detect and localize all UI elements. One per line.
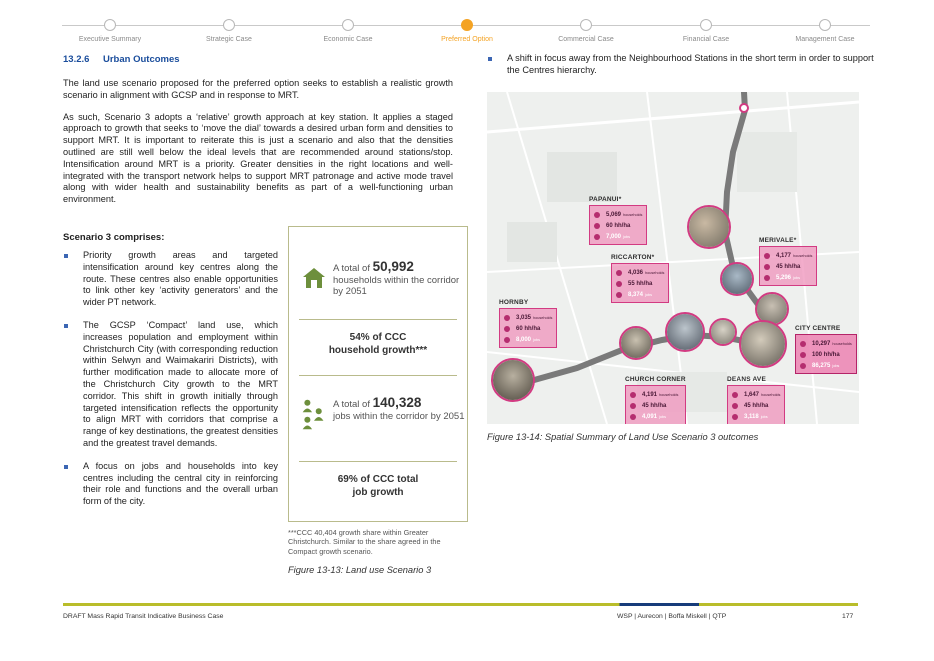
jobs-suffix: jobs within the corridor by 2051 [333, 410, 465, 422]
jobs-prefix: A total of [333, 399, 370, 410]
density-stat: 60 hh/ha [594, 220, 642, 231]
density-icon [616, 281, 622, 287]
house-icon [594, 212, 600, 218]
nav-step-preferred-option[interactable] [402, 18, 532, 43]
spatial-summary-map [487, 92, 859, 424]
stop-name: PAPANUI* [589, 196, 622, 203]
households-stat [289, 261, 467, 298]
papanui-photo [687, 205, 731, 249]
stop-name: RICCARTON* [611, 254, 655, 261]
nav-dot [223, 19, 235, 31]
stop-city-centre[interactable] [795, 325, 857, 374]
nav-dot [342, 19, 354, 31]
people-icon [594, 234, 600, 240]
stop-stats [795, 334, 857, 374]
merivale-photo [720, 262, 754, 296]
density-icon [800, 352, 806, 358]
households-share [289, 331, 467, 357]
density-stat: 45 hh/ha [764, 261, 812, 272]
nav-dot-active [461, 19, 473, 31]
people-icon [800, 363, 806, 369]
jobs-pct: 69% of CCC total [337, 474, 419, 485]
footer-rule [63, 603, 858, 606]
nav-label: Commercial Case [558, 36, 614, 43]
nav-label: Financial Case [682, 36, 730, 43]
nav-label: Management Case [795, 36, 855, 43]
people-icon [732, 414, 738, 420]
people-icon [504, 337, 510, 343]
house-icon [630, 392, 636, 398]
nav-step-executive-summary[interactable] [45, 18, 175, 43]
stop-deans-ave[interactable] [727, 376, 785, 424]
house-icon [732, 392, 738, 398]
hornby-photo [491, 358, 535, 402]
footer-authors: WSP | Aurecon | Boffa Miskell | QTP [617, 613, 727, 620]
right-bullet-item [487, 53, 877, 77]
nav-dot [104, 19, 116, 31]
bullet-item [63, 461, 278, 508]
stop-stats [759, 246, 817, 286]
people-icon [630, 414, 636, 420]
density-stat: 100 hh/ha [800, 349, 852, 360]
density-stat: 45 hh/ha [732, 400, 780, 411]
stop-stats [625, 385, 686, 424]
divider [299, 319, 457, 320]
figure-caption-13-13: Figure 13-13: Land use Scenario 3 [288, 565, 432, 575]
stop-riccarton[interactable] [611, 254, 669, 303]
stop-church-corner[interactable] [625, 376, 686, 424]
stop-name: CITY CENTRE [795, 325, 841, 332]
households-pct: 54% of CCC [349, 332, 407, 343]
jobs-share [289, 473, 467, 499]
bullet-marker [64, 254, 68, 258]
jobs-stat: 8,374 jobs [616, 289, 664, 300]
nav-dot [700, 19, 712, 31]
households-value: 50,992 [372, 259, 414, 274]
households-stat: 1,647 households [732, 389, 780, 400]
jobs-pct-suffix: job growth [352, 487, 404, 498]
infographic-note: ***CCC 40,404 growth share within Greater Christchurch. Similar to the share agreed in the Compact growth scenario. [288, 528, 441, 556]
house-icon [504, 315, 510, 321]
bullet-text: The GCSP ‘Compact’ land use, which increases population and employment within Christchurch City (with corresponding reduction within Selwyn and Waimakariri Districts), with further modification made to allocate more of the Christchurch City growth to the MRT corridor. This shift in growth initially through targeted intensification reflects the opportunity to align MRT with corridors that comprise a range of key destinations, the greatest densities and the greatest travel demands. [83, 319, 278, 448]
bullet-marker [488, 57, 492, 61]
density-icon [630, 403, 636, 409]
density-icon [732, 403, 738, 409]
stop-merivale[interactable] [759, 237, 817, 286]
households-suffix: households within the corridor by 2051 [333, 274, 460, 297]
households-stat: 5,069 households [594, 209, 642, 220]
bullet-marker [64, 465, 68, 469]
stop-hornby[interactable] [499, 299, 557, 348]
households-stat: 4,191 households [630, 389, 681, 400]
church-corner-photo [619, 326, 653, 360]
jobs-value: 140,328 [372, 395, 422, 410]
nav-step-financial-case[interactable] [641, 18, 771, 43]
nav-step-economic-case[interactable] [283, 18, 413, 43]
stop-name: MERIVALE* [759, 237, 797, 244]
households-stat: 10,297 households [800, 338, 852, 349]
house-icon [301, 265, 327, 291]
nav-step-management-case[interactable] [760, 18, 890, 43]
footer-document-title: DRAFT Mass Rapid Transit Indicative Business Case [63, 613, 224, 620]
households-prefix: A total of [333, 263, 370, 274]
nav-step-commercial-case[interactable] [521, 18, 651, 43]
stop-stats [611, 263, 669, 303]
house-icon [800, 341, 806, 347]
paragraph-intro: The land use scenario proposed for the preferred option seeks to establish a realistic growth scenario in alignment with GCSP and in response to MRT. [63, 78, 453, 100]
stop-stats [727, 385, 785, 424]
section-heading [63, 54, 453, 68]
divider [299, 375, 457, 376]
route-end-marker [740, 104, 748, 112]
scenario-bullets [63, 250, 278, 519]
bullet-text: Priority growth areas and targeted intensification around key centres along the route. These centres also enable opportunities to link other key ‘activity generators’ and the wider PT network. [83, 250, 278, 308]
people-icon [764, 275, 770, 281]
scenario-heading: Scenario 3 comprises: [63, 232, 165, 243]
households-pct-suffix: household growth*** [328, 345, 428, 356]
house-icon [616, 270, 622, 276]
density-stat: 45 hh/ha [630, 400, 681, 411]
deans-ave-photo [709, 318, 737, 346]
jobs-stat [289, 395, 467, 433]
density-icon [504, 326, 510, 332]
riccarton-photo [665, 312, 705, 352]
nav-step-strategic-case[interactable] [164, 18, 294, 43]
jobs-stat: 4,091 jobs [630, 411, 681, 422]
jobs-stat: 7,000 jobs [594, 231, 642, 242]
stop-stats [589, 205, 647, 245]
bullet-item [63, 250, 278, 309]
households-stat: 3,035 households [504, 312, 552, 323]
section-number: 13.2.6 [63, 54, 90, 65]
nav-label: Economic Case [323, 36, 373, 43]
bullet-item [63, 320, 278, 450]
stop-stats [499, 308, 557, 348]
divider [299, 461, 457, 462]
people-icon [301, 399, 327, 433]
bullet-marker [64, 324, 68, 328]
people-icon [616, 292, 622, 298]
jobs-stat: 8,000 jobs [504, 334, 552, 345]
stop-name: CHURCH CORNER [625, 376, 686, 383]
progress-nav [62, 18, 870, 50]
bullet-text: A shift in focus away from the Neighbourhood Stations in the short term in order to support the Centres hierarchy. [507, 53, 874, 75]
nav-dot [819, 19, 831, 31]
stop-name: DEANS AVE [727, 376, 767, 383]
section-title: Urban Outcomes [103, 54, 180, 65]
density-icon [764, 264, 770, 270]
jobs-stat: 86,275 jobs [800, 360, 852, 371]
paragraph-scenario: As such, Scenario 3 adopts a ‘relative’ growth approach at key station. It applies a staged approach to growth that seeks to ‘move the dial’ towards a desired urban form and densities to support MRT. It is important to reiterate this is just a scenario and also that the densities outlined are still well below the ideal levels that are recommended around stations/stop. Intensification around MRT is a priority. Greater densities in the right locations and well-integrated with the transport network helps to support MRT patronage and active mode travel along with wider health and sustainability benefits as part of a well-functioning urban environment. [63, 111, 453, 205]
jobs-stat: 3,118 jobs [732, 411, 780, 422]
nav-label: Strategic Case [206, 36, 252, 43]
scenario-infographic [288, 226, 468, 522]
nav-label: Executive Summary [78, 36, 142, 43]
nav-label: Preferred Option [441, 36, 493, 43]
jobs-stat: 5,296 jobs [764, 272, 812, 283]
house-icon [764, 253, 770, 259]
bullet-text: A focus on jobs and households into key centres including the central city in reinforcing their role and functions and the overall urban form of the city. [83, 460, 278, 507]
figure-caption-13-14: Figure 13-14: Spatial Summary of Land Use Scenario 3 outcomes [487, 432, 759, 442]
city-centre-photo [739, 320, 787, 368]
nav-dot [580, 19, 592, 31]
stop-name: HORNBY [499, 299, 529, 306]
density-icon [594, 223, 600, 229]
stop-papanui[interactable] [589, 196, 647, 245]
households-stat: 4,036 households [616, 267, 664, 278]
households-stat: 4,177 households [764, 250, 812, 261]
page-number: 177 [842, 613, 854, 620]
density-stat: 60 hh/ha [504, 323, 552, 334]
density-stat: 55 hh/ha [616, 278, 664, 289]
